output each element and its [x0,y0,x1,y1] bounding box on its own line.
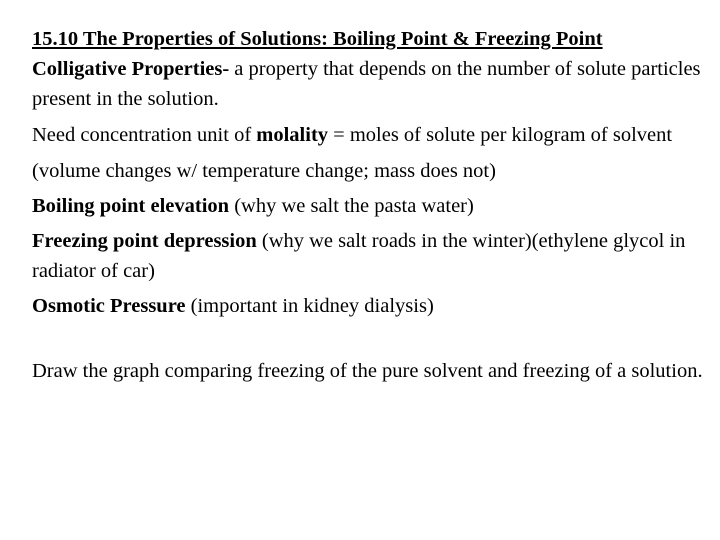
colligative-properties-line [32,54,712,114]
boiling-point-note: (why we salt the pasta water) [229,195,474,217]
freezing-point-note: (why we salt roads in the winter)(ethylene glycol in radiator of car) [32,230,686,282]
boiling-point-line [32,191,712,221]
boiling-point-term: Boiling point elevation [32,195,230,217]
graph-instruction: Draw the graph comparing freezing of the pure solvent and freezing of a solution. [32,360,703,382]
molality-term: molality [256,124,329,146]
freezing-point-term: Freezing point depression [32,230,257,252]
osmotic-pressure-note: (important in kidney dialysis) [185,295,434,317]
slide-content [32,24,712,386]
osmotic-pressure-term: Osmotic Pressure [32,295,186,317]
volume-note: (volume changes w/ temperature change; mass does not) [32,160,496,182]
slide-title: 15.10 The Properties of Solutions: Boiling Point & Freezing Point [32,28,603,50]
molality-prefix: Need concentration unit of [32,124,257,146]
molality-line [32,120,712,150]
colligative-properties-definition: a property that depends on the number of solute particles present in the solution. [32,58,701,110]
colligative-properties-term: Colligative Properties- [32,58,230,80]
molality-definition: = moles of solute per kilogram of solvent [328,124,673,146]
osmotic-pressure-line [32,291,712,321]
freezing-point-line [32,226,712,286]
